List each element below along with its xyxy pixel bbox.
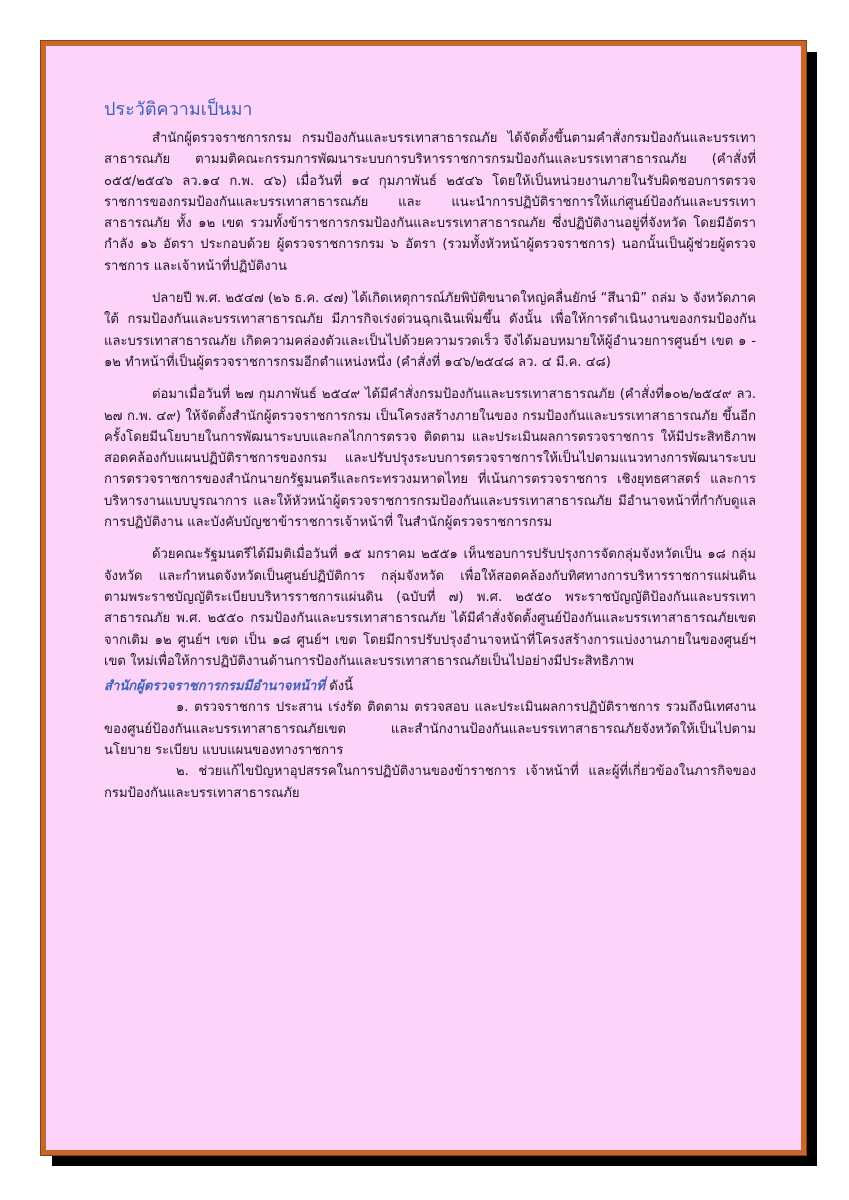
duties-title (104, 676, 756, 697)
duty-item: ๑. ตรวจราชการ ประสาน เร่งรัด ติดตาม ตรวจสอบ และประเมินผลการปฏิบัติราชการ รวมถึงนิเทศงานของศูนย์ป้องกันและบรรเทาสาธารณภัยเขต และสำนักงานป้องกันและบรรเทาสาธารณภัยจังหวัดให้เป็นไปตามนโยบาย ระเบียบ แบบแผนของทางราชการ (104, 700, 756, 759)
document-content (104, 98, 756, 804)
duty-item: ๒. ช่วยแก้ไขปัญหาอุปสรรคในการปฏิบัติงานของข้าราชการ เจ้าหน้าที่ และผู้ที่เกี่ยวข้องในภารกิจของกรมป้องกันและบรรเทาสาธารณภัย (104, 764, 756, 801)
paragraph-history: สำนักผู้ตรวจราชการกรม กรมป้องกันและบรรเทาสาธารณภัย ได้จัดตั้งขึ้นตามคำสั่งกรมป้องกันและบรรเทาสาธารณภัย ตามมติคณะกรรมการพัฒนาระบบการบริหารราชการกรมป้องกันและบรรเทาสาธารณภัย (คำสั่งที่ ๐๕๕/๒๕๔๖ ลว.๑๔ ก.พ. ๔๖) เมื่อวันที่ ๑๔ กุมภาพันธ์ ๒๕๔๖ โดยให้เป็นหน่วยงานภายในรับผิดชอบการตรวจราชการของกรมป้องกันและบรรเทาสาธารณภัย และ แนะนำการปฏิบัติราชการให้แก่ศูนย์ป้องกันและบรรเทาสาธารณภัย ทั้ง ๑๒ เขต รวมทั้งข้าราชการกรมป้องกันและบรรเทาสาธารณภัย ซึ่งปฏิบัติงานอยู่ที่จังหวัด โดยมีอัตรากำลัง ๑๖ อัตรา ประกอบด้วย ผู้ตรวจราชการกรม ๖ อัตรา (รวมทั้งหัวหน้าผู้ตรวจราชการ) นอกนั้นเป็นผู้ช่วยผู้ตรวจราชการ และเจ้าหน้าที่ปฏิบัติงาน (104, 131, 756, 274)
paragraph-cabinet-resolution: ด้วยคณะรัฐมนตรีได้มีมติเมื่อวันที่ ๑๕ มกราคม ๒๕๕๑ เห็นชอบการปรับปรุงการจัดกลุ่มจังหวัดเป็น ๑๘ กลุ่มจังหวัด และกำหนดจังหวัดเป็นศูนย์ปฏิบัติการ กลุ่มจังหวัด เพื่อให้สอดคล้องกับทิศทางการบริหารราชการแผ่นดิน ตามพระราชบัญญัติระเบียบบริหารราชการแผ่นดิน (ฉบับที่ ๗) พ.ศ. ๒๕๕๐ พระราชบัญญัติป้องกันและบรรเทาสาธารณภัย พ.ศ. ๒๕๕๐ กรมป้องกันและบรรเทาสาธารณภัย ได้มีคำสั่งจัดตั้งศูนย์ป้องกันและบรรเทาสาธารณภัยเขต จากเดิม ๑๒ ศูนย์ฯ เขต เป็น ๑๘ ศูนย์ฯ เขต โดยมีการปรับปรุงอำนาจหน้าที่โครงสร้างการแบ่งงานภายในของศูนย์ฯ เขต ใหม่เพื่อให้การปฏิบัติงานด้านการป้องกันและบรรเทาสาธารณภัยเป็นไปอย่างมีประสิทธิภาพ (104, 547, 756, 669)
paragraph-reestablishment: ต่อมาเมื่อวันที่ ๒๗ กุมภาพันธ์ ๒๕๔๙ ได้มีคำสั่งกรมป้องกันและบรรเทาสาธารณภัย (คำสั่งที่๑๐๒/๒๕๔๙ ลว. ๒๗ ก.พ. ๔๙) ให้จัดตั้งสำนักผู้ตรวจราชการกรม เป็นโครงสร้างภายในของ กรมป้องกันและบรรเทาสาธารณภัย ขึ้นอีกครั้งโดยมีนโยบายในการพัฒนาระบบและกลไกการตรวจ ติดตาม และประเมินผลการตรวจราชการ ให้มีประสิทธิภาพสอดคล้องกับแผนปฏิบัติราชการของกรม และปรับปรุงระบบการตรวจราชการให้เป็นไปตามแนวทางการพัฒนาระบบการตรวจราชการของสำนักนายกรัฐมนตรีและกระทรวงมหาดไทย ที่เน้นการตรวจราชการ เชิงยุทธศาสตร์ และการบริหารงานแบบบูรณาการ และให้หัวหน้าผู้ตรวจราชการกรมป้องกันและบรรเทาสาธารณภัย มีอำนาจหน้าที่กำกับดูแลการปฏิบัติงาน และบังคับบัญชาข้าราชการเจ้าหน้าที่ ในสำนักผู้ตรวจราชการกรม (104, 387, 756, 531)
document-page (41, 41, 806, 1155)
paragraph-tsunami: ปลายปี พ.ศ. ๒๕๔๗ (๒๖ ธ.ค. ๔๗) ได้เกิดเหตุการณ์ภัยพิบัติขนาดใหญ่คลื่นยักษ์ “สึนามิ” ถล่ม ๖ จังหวัดภาคใต้ กรมป้องกันและบรรเทาสาธารณภัย มีภารกิจเร่งด่วนฉุกเฉินเพิ่มขึ้น ดังนั้น เพื่อให้การดำเนินงานของกรมป้องกันและบรรเทาสาธารณภัย เกิดความคล่องตัวและเป็นไปด้วยความรวดเร็ว จึงได้มอบหมายให้ผู้อำนวยการศูนย์ฯ เขต ๑ - ๑๒ ทำหน้าที่เป็นผู้ตรวจราชการกรมอีกตำแหน่งหนึ่ง (คำสั่งที่ ๑๔๖/๒๕๔๘ ลว. ๔ มี.ค. ๔๘) (104, 291, 756, 370)
page-title: ประวัติความเป็นมา (104, 99, 253, 120)
duties-title-suffix: ดังนี้ (325, 679, 354, 695)
duties-title-emphasis: สำนักผู้ตรวจราชการกรมมีอำนาจหน้าที่ (104, 679, 326, 695)
